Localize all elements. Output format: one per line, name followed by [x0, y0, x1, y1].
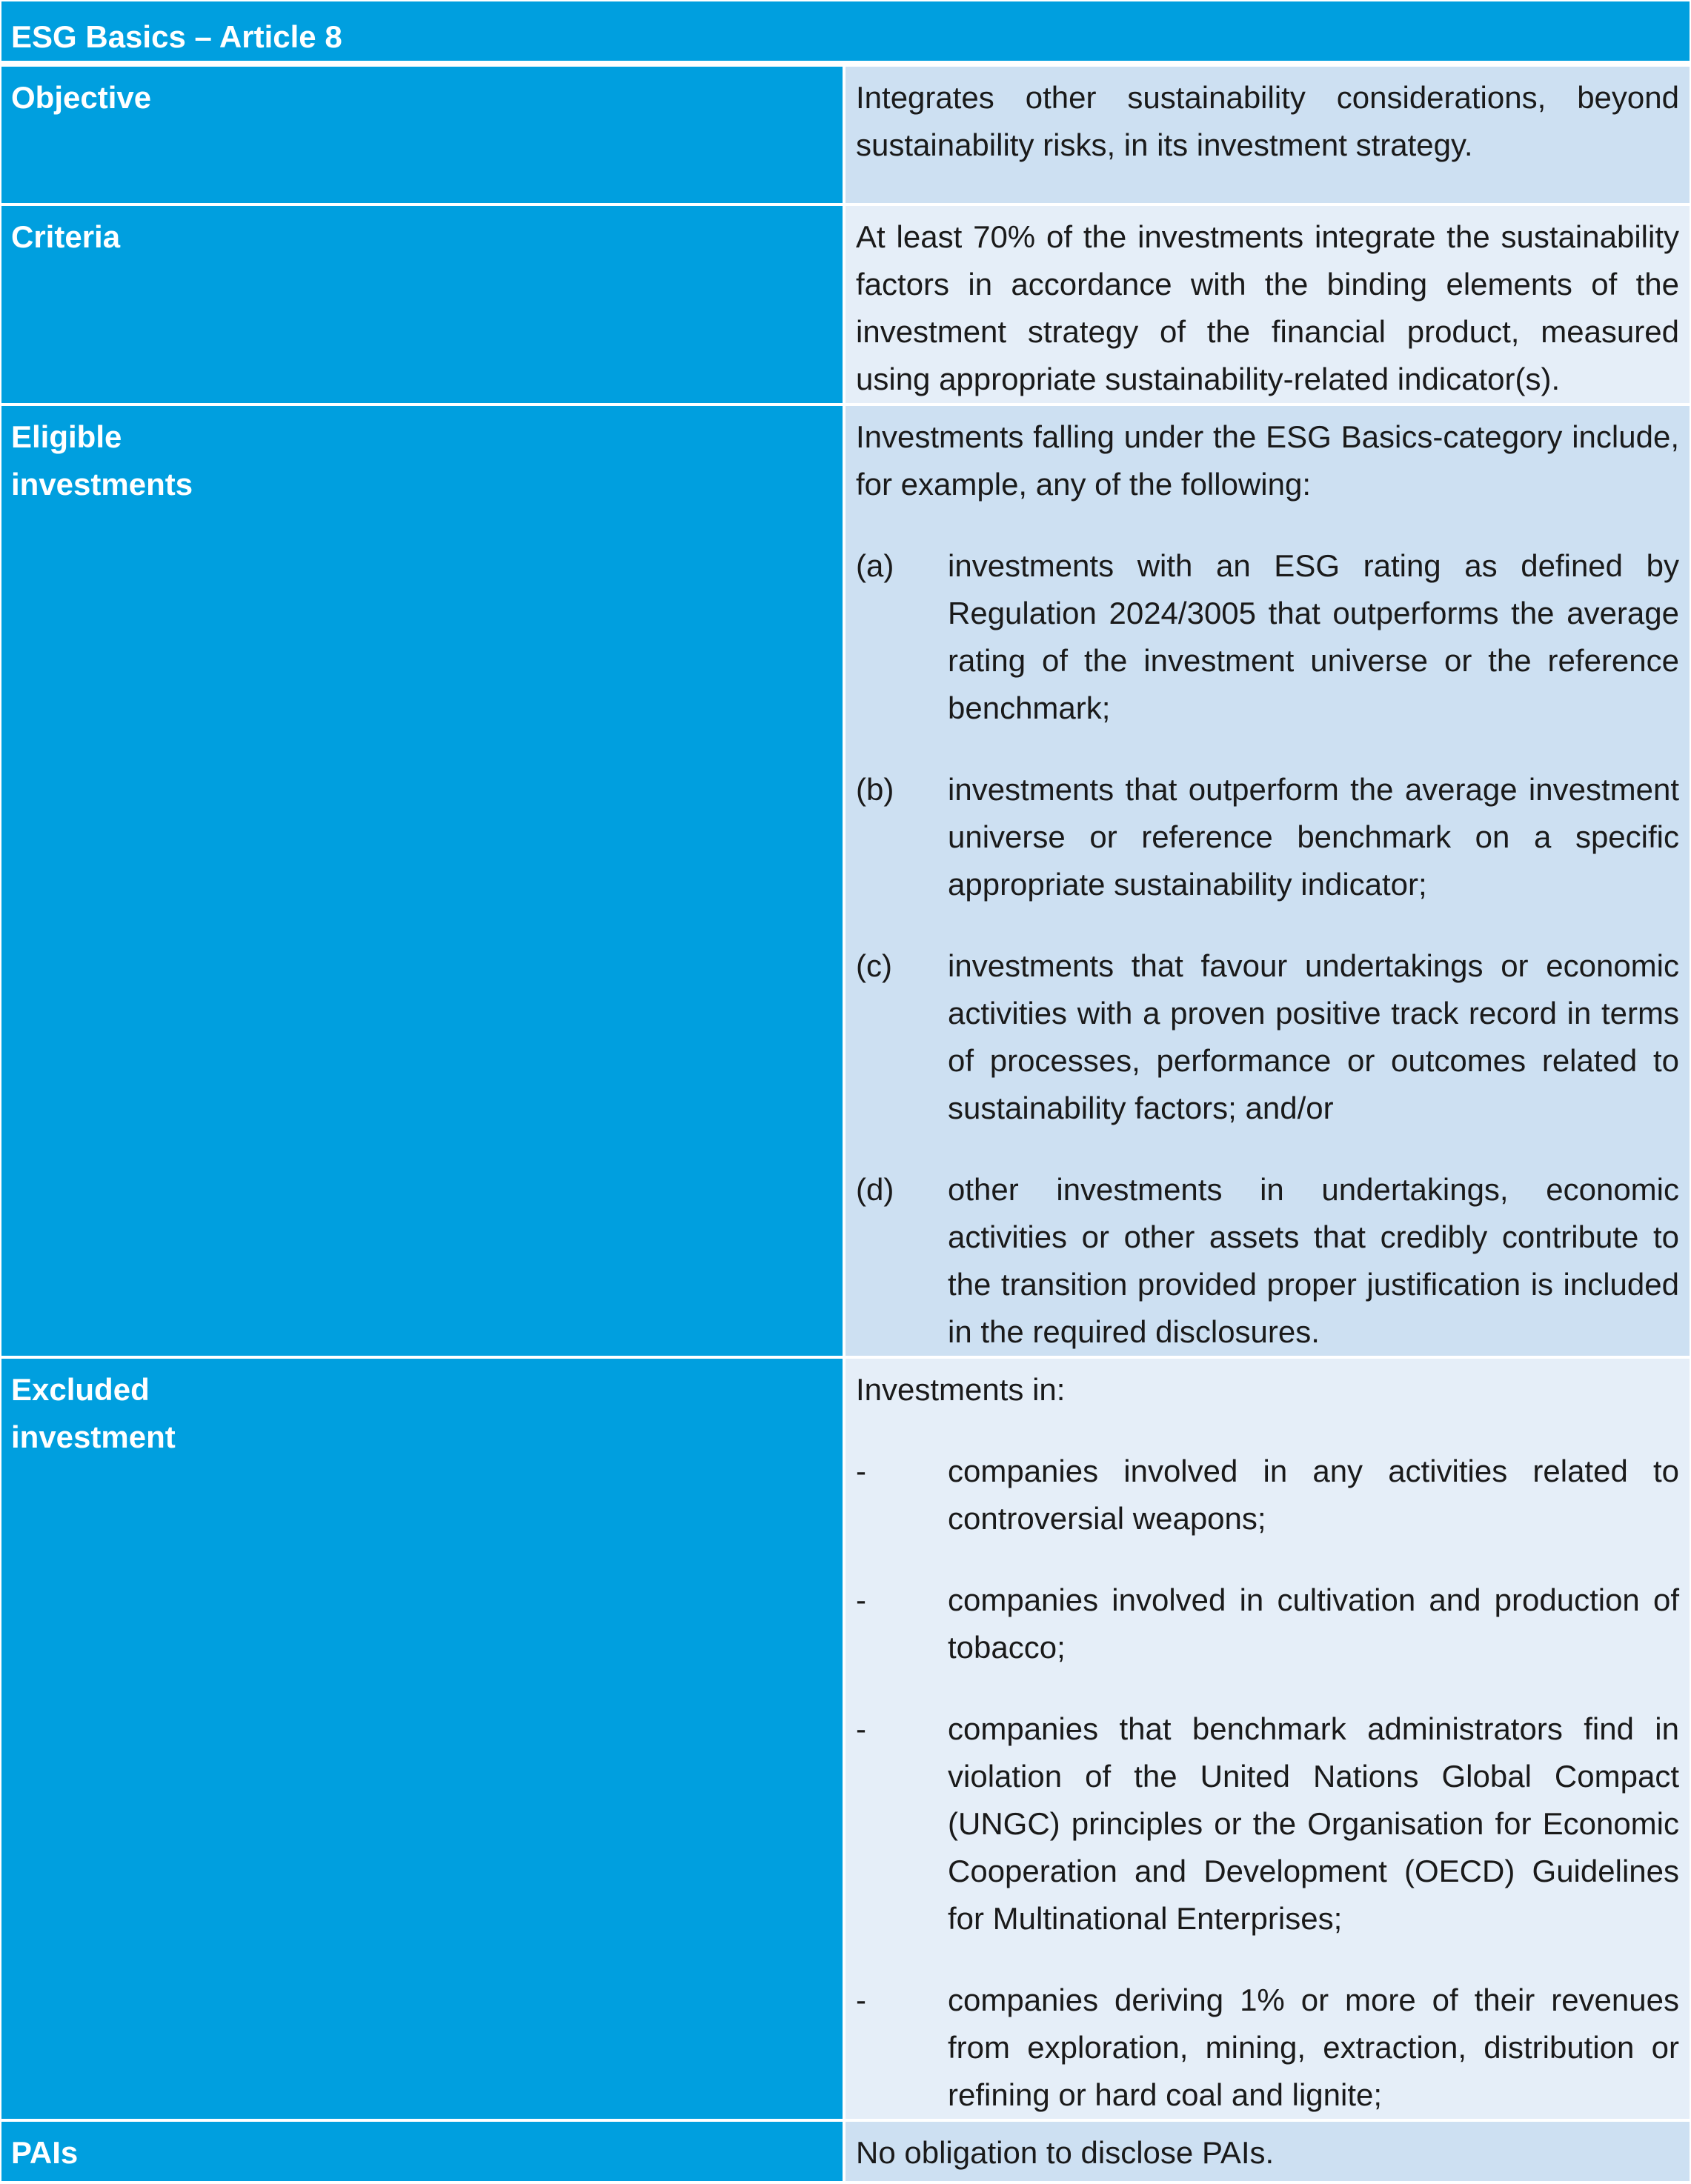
excluded-investment-label — [1, 1359, 846, 2122]
list-item-text: investments that favour undertakings or economic activities with a proven positive track record in terms of processes, performance or outcomes related to sustainability factors; and/or — [948, 948, 1679, 1125]
table-title: ESG Basics – Article 8 — [1, 1, 1690, 67]
list-marker: - — [856, 1982, 866, 2017]
list-item-text: companies involved in any activities related to controversial weapons; — [948, 1454, 1679, 1536]
criteria-label: Criteria — [1, 206, 846, 406]
list-item — [856, 542, 1679, 732]
pais-row — [1, 2122, 1690, 2184]
list-item — [856, 1166, 1679, 1356]
list-item-text: companies involved in cultivation and production of tobacco; — [948, 1582, 1679, 1665]
objective-label: Objective — [1, 67, 846, 206]
objective-row — [1, 67, 1690, 206]
eligible-intro: Investments falling under the ESG Basics-category include, for example, any of the following: — [856, 419, 1679, 502]
eligible-investments-row — [1, 406, 1690, 1359]
eligible-label-line2: investments — [11, 467, 193, 502]
list-item-text: investments that outperform the average investment universe or reference benchmark on a specific appropriate sustainability indicator; — [948, 772, 1679, 902]
excluded-intro: Investments in: — [856, 1372, 1066, 1407]
list-item — [856, 1448, 1679, 1542]
list-marker: (b) — [856, 772, 894, 807]
excluded-investment-content — [846, 1359, 1690, 2122]
list-marker: - — [856, 1582, 866, 1617]
list-item — [856, 1577, 1679, 1671]
objective-text: Integrates other sustainability considerations, beyond sustainability risks, in its investment strategy. — [846, 67, 1690, 206]
eligible-investments-content — [846, 406, 1690, 1359]
criteria-row — [1, 206, 1690, 406]
list-marker: - — [856, 1454, 866, 1488]
list-item — [856, 766, 1679, 908]
eligible-label-line1: Eligible — [11, 419, 122, 454]
pais-label: PAIs — [1, 2122, 846, 2184]
pais-text: No obligation to disclose PAIs. — [846, 2122, 1690, 2184]
list-item-text: companies that benchmark administrators find in violation of the United Nations Global Compact (UNGC) principles or the Organisation for Economic Cooperation and Development (OECD) Guidelines for Multinational Enterprises; — [948, 1711, 1679, 1936]
list-marker: (d) — [856, 1172, 894, 1207]
list-marker: (c) — [856, 948, 892, 983]
esg-basics-table-wrapper — [1, 1, 1690, 2184]
list-item — [856, 1705, 1679, 1942]
list-item-text: other investments in undertakings, economic activities or other assets that credibly contribute to the transition provided proper justification is included in the required disclosures. — [948, 1172, 1679, 1349]
list-item-text: investments with an ESG rating as defined by Regulation 2024/3005 that outperforms the average rating of the investment universe or the reference benchmark; — [948, 548, 1679, 725]
table-title-row — [1, 1, 1690, 67]
list-item — [856, 942, 1679, 1132]
list-item-text: companies deriving 1% or more of their revenues from exploration, mining, extraction, distribution or refining or hard coal and lignite; — [948, 1982, 1679, 2112]
excluded-investment-row — [1, 1359, 1690, 2122]
list-marker: - — [856, 1711, 866, 1746]
list-item — [856, 1977, 1679, 2119]
eligible-investments-label — [1, 406, 846, 1359]
criteria-text: At least 70% of the investments integrate the sustainability factors in accordance with the binding elements of the investment strategy of the financial product, measured using appropriate sustainability-related indicator(s). — [846, 206, 1690, 406]
excluded-label-line1: Excluded — [11, 1372, 150, 1407]
esg-basics-table — [1, 1, 1690, 2184]
excluded-label-line2: investment — [11, 1419, 176, 1454]
list-marker: (a) — [856, 548, 894, 583]
